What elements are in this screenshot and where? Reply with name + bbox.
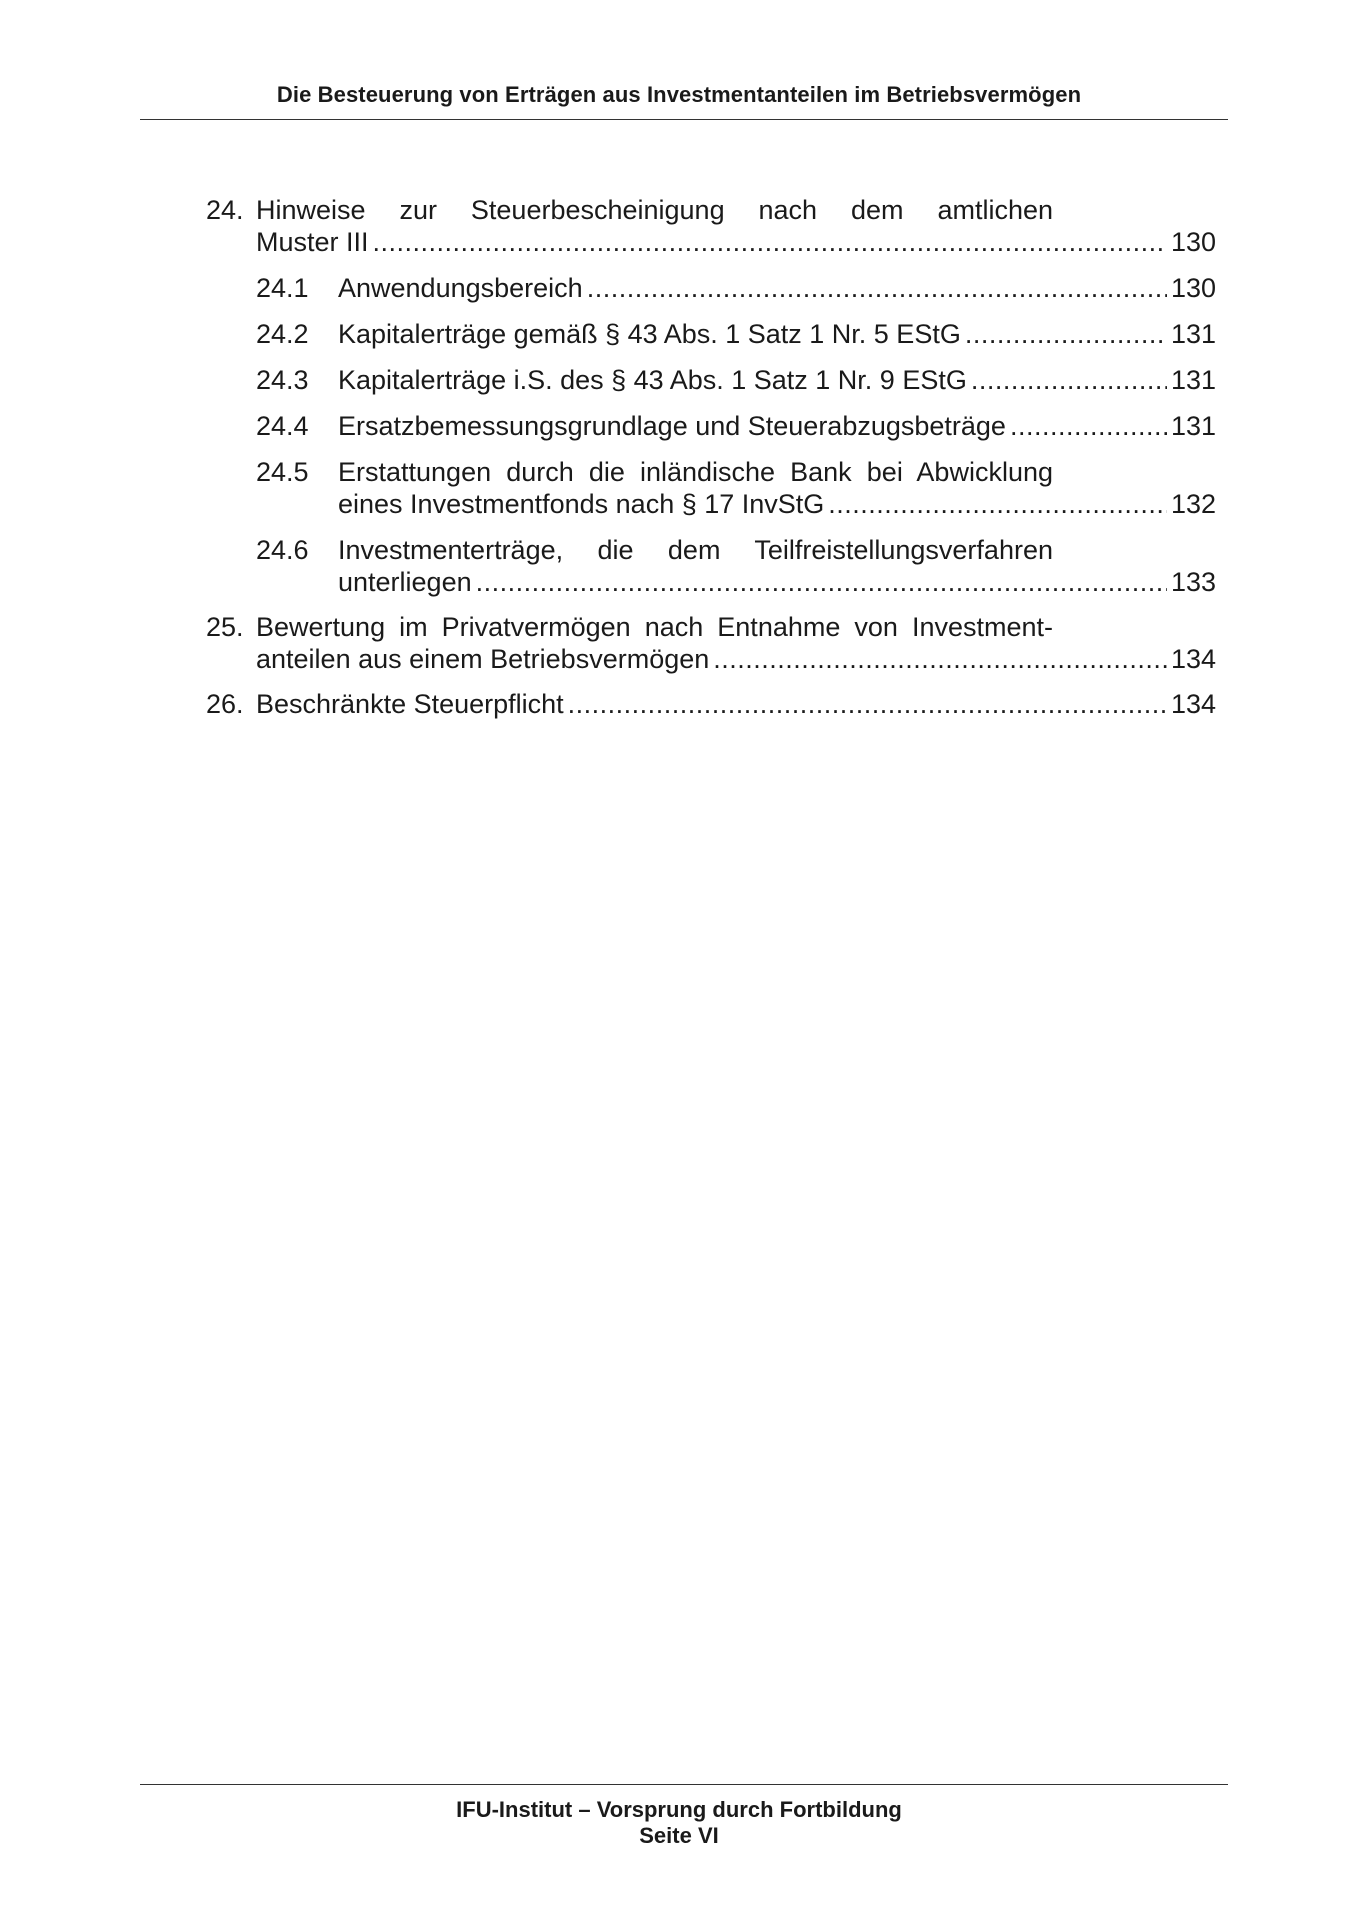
toc-title-line-last — [338, 272, 1216, 304]
toc-title-line-last — [256, 688, 1216, 720]
toc-page-number: 133 — [1170, 567, 1216, 597]
toc-number: 24.4 — [256, 411, 309, 441]
toc-leader-dots — [971, 364, 1167, 396]
toc-number: 24.1 — [256, 273, 309, 303]
footer-institute: IFU-Institut – Vorsprung durch Fortbildung — [456, 1797, 902, 1822]
toc-title-line: Bewertung im Privatvermögen nach Entnahme von Investment- — [256, 612, 1053, 642]
toc-leader-dots — [713, 643, 1167, 675]
footer-rule — [140, 1784, 1228, 1785]
toc-title-line-last — [256, 226, 1216, 258]
toc-leader-dots — [476, 566, 1167, 598]
toc-title: Muster III — [256, 227, 369, 257]
toc-title-line-last — [338, 410, 1216, 442]
toc-title: Beschränkte Steuerpflicht — [256, 689, 564, 719]
toc-title: eines Investmentfonds nach § 17 InvStG — [338, 489, 825, 519]
header-rule — [140, 119, 1228, 120]
toc-title: Kapitalerträge gemäß § 43 Abs. 1 Satz 1 Nr. 5 EStG — [338, 319, 961, 349]
toc-title: Kapitalerträge i.S. des § 43 Abs. 1 Satz 1 Nr. 9 EStG — [338, 365, 967, 395]
toc-number: 24.2 — [256, 319, 309, 349]
toc-page-number: 134 — [1170, 644, 1216, 674]
toc-number: 24.6 — [256, 535, 309, 565]
toc-number: 26. — [206, 689, 244, 719]
toc-page-number: 130 — [1170, 227, 1216, 257]
toc-page-number: 130 — [1170, 273, 1216, 303]
toc-page-number: 134 — [1170, 689, 1216, 719]
toc-number: 24.5 — [256, 457, 309, 487]
toc-title-line: Erstattungen durch die inländische Bank bei Abwicklung — [338, 457, 1053, 487]
footer-page-label: Seite VI — [639, 1823, 719, 1848]
toc-title: unterliegen — [338, 567, 472, 597]
toc-title-line-last — [338, 364, 1216, 396]
toc-title: Ersatzbemessungsgrundlage und Steuerabzugsbeträge — [338, 411, 1006, 441]
toc-leader-dots — [1010, 410, 1167, 442]
toc-title-line-last — [338, 566, 1216, 598]
toc-page-number: 131 — [1170, 365, 1216, 395]
toc-leader-dots — [828, 488, 1167, 520]
toc-page-number: 131 — [1170, 411, 1216, 441]
toc-leader-dots — [965, 318, 1167, 350]
toc-number: 24. — [206, 195, 244, 225]
toc-title: anteilen aus einem Betriebsvermögen — [256, 644, 710, 674]
toc-page-number: 131 — [1170, 319, 1216, 349]
toc-title: Anwendungsbereich — [338, 273, 583, 303]
toc-number: 24.3 — [256, 365, 309, 395]
toc-number: 25. — [206, 612, 244, 642]
toc-title-line-last — [338, 318, 1216, 350]
toc-title-line: Hinweise zur Steuerbescheinigung nach dem amtlichen — [256, 195, 1053, 225]
running-header-title: Die Besteuerung von Erträgen aus Investmentanteilen im Betriebsvermögen — [276, 82, 1082, 107]
toc-page-number: 132 — [1170, 489, 1216, 519]
toc-title-line-last — [338, 488, 1216, 520]
toc-leader-dots — [568, 688, 1167, 720]
toc-title-line-last — [256, 643, 1216, 675]
toc-leader-dots — [587, 272, 1167, 304]
toc-leader-dots — [373, 226, 1167, 258]
toc-title-line: Investmenterträge, die dem Teilfreistellungsverfahren — [338, 535, 1053, 565]
